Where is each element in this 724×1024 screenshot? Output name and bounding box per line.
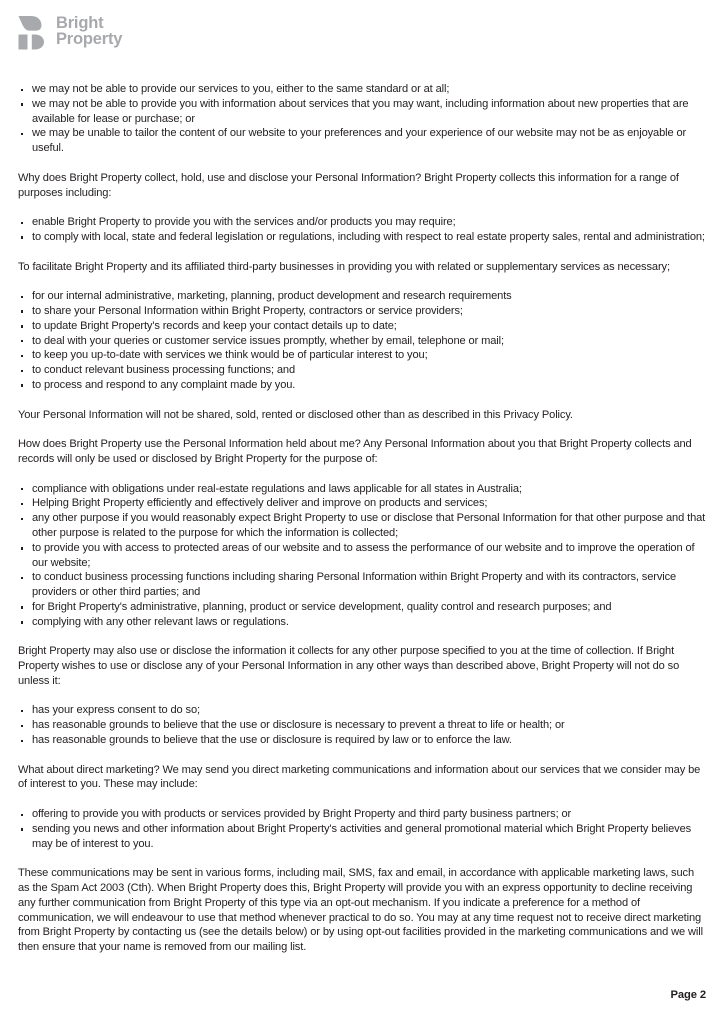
bullet-item: sending you news and other information about Bright Property's activities and general promotional material which Bright Property believes may be of interest to you. bbox=[18, 822, 708, 852]
page-footer bbox=[0, 985, 724, 1003]
bullet-list bbox=[18, 482, 708, 630]
bullet-item: has your express consent to do so; bbox=[18, 703, 708, 718]
brand-name-line-1: Bright bbox=[56, 14, 104, 32]
block-spacer bbox=[18, 748, 708, 763]
body-paragraph: Why does Bright Property collect, hold, use and disclose your Personal Information? Bright Property collects this information for a range of purposes including: bbox=[18, 171, 679, 199]
bright-property-logo-mark-icon bbox=[18, 14, 48, 51]
brand-name-line-2: Property bbox=[56, 30, 123, 49]
bullet-item: has reasonable grounds to believe that the use or disclosure is required by law or to enforce the law. bbox=[18, 733, 708, 748]
bullet-item: has reasonable grounds to believe that the use or disclosure is necessary to prevent a threat to life or health; or bbox=[18, 718, 708, 733]
bullet-item: compliance with obligations under real-estate regulations and laws applicable for all states in Australia; bbox=[18, 482, 708, 497]
bullet-item: any other purpose if you would reasonably expect Bright Property to use or disclose that Personal Information for that other purpose and that other purpose is related to the purpose for which the information is collected; bbox=[18, 511, 708, 541]
block-spacer bbox=[18, 851, 708, 866]
bullet-item: we may be unable to tailor the content of our website to your preferences and your experience of our website may not be as enjoyable or useful. bbox=[18, 126, 708, 156]
block-spacer bbox=[18, 689, 708, 704]
block-spacer bbox=[18, 629, 708, 644]
bullet-item: to update Bright Property's records and keep your contact details up to date; bbox=[18, 319, 708, 334]
bullet-list bbox=[18, 807, 708, 851]
block-spacer bbox=[18, 422, 708, 437]
bullet-item: we may not be able to provide you with information about services that you may want, including information about new properties that are available for lease or purchase; or bbox=[18, 97, 708, 127]
bullet-list bbox=[18, 82, 708, 156]
block-spacer bbox=[18, 156, 708, 171]
bullet-list bbox=[18, 215, 708, 245]
bullet-item: to conduct relevant business processing functions; and bbox=[18, 363, 708, 378]
bullet-item: to conduct business processing functions including sharing Personal Information within Bright Property and with its contractors, service providers or other third parties; and bbox=[18, 570, 708, 600]
page-number-label: Page 2 bbox=[670, 989, 706, 1001]
bullet-item: offering to provide you with products or services provided by Bright Property and third party business partners; or bbox=[18, 807, 708, 822]
bullet-item: complying with any other relevant laws or regulations. bbox=[18, 615, 708, 630]
document-header bbox=[18, 14, 122, 51]
body-paragraph: To facilitate Bright Property and its affiliated third-party businesses in providing you with related or supplementary services as necessary; bbox=[18, 260, 670, 273]
body-paragraph: How does Bright Property use the Personal Information held about me? Any Personal Information about you that Bright Property collects and records will only be used or disclosed by Bright Property for the purpose of: bbox=[18, 438, 692, 465]
body-paragraph: These communications may be sent in various forms, including mail, SMS, fax and email, in accordance with applicable marketing laws, such as the Spam Act 2003 (Cth). When Bright Property does this, Bright Property will provide you with an express opportunity to decline receiving any further communication from Bright Property of this type via an opt-out mechanism. If you indicate a preference for a method of communication, we will endeavour to use that method whenever practical to do so. You may at any time request not to receive direct marketing from Bright Property by contacting us (see the details below) or by using opt-out facilities provided in the marketing communications and we will then ensure that your name is removed from our mailing list. bbox=[18, 867, 703, 954]
bullet-list bbox=[18, 289, 708, 393]
block-spacer bbox=[18, 245, 708, 260]
bullet-item: to deal with your queries or customer service issues promptly, whether by email, telephone or mail; bbox=[18, 334, 708, 349]
body-paragraph: Bright Property may also use or disclose the information it collects for any other purpose specified to you at the time of collection. If Bright Property wishes to use or disclose any of your Personal Information in any other ways than described above, Bright Property will not do so unless it: bbox=[18, 645, 680, 687]
block-spacer bbox=[18, 393, 708, 408]
bullet-item: enable Bright Property to provide you with the services and/or products you may require; bbox=[18, 215, 708, 230]
brand-wordmark bbox=[56, 14, 122, 47]
block-spacer bbox=[18, 200, 708, 215]
document-body bbox=[18, 82, 708, 955]
body-paragraph: Your Personal Information will not be shared, sold, rented or disclosed other than as described in this Privacy Policy. bbox=[18, 408, 573, 421]
bullet-item: to comply with local, state and federal legislation or regulations, including with respect to real estate property sales, rental and administration; bbox=[18, 230, 708, 245]
bullet-item: for our internal administrative, marketing, planning, product development and research requirements bbox=[18, 289, 708, 304]
bullet-list bbox=[18, 703, 708, 747]
bullet-item: Helping Bright Property efficiently and effectively deliver and improve on products and services; bbox=[18, 496, 708, 511]
block-spacer bbox=[18, 274, 708, 289]
bullet-item: we may not be able to provide our services to you, either to the same standard or at all; bbox=[18, 82, 708, 97]
bullet-item: to process and respond to any complaint made by you. bbox=[18, 378, 708, 393]
block-spacer bbox=[18, 467, 708, 482]
block-spacer bbox=[18, 792, 708, 807]
bullet-item: to share your Personal Information within Bright Property, contractors or service providers; bbox=[18, 304, 708, 319]
bullet-item: for Bright Property's administrative, planning, product or service development, quality control and research purposes; and bbox=[18, 600, 708, 615]
bullet-item: to keep you up-to-date with services we think would be of particular interest to you; bbox=[18, 348, 708, 363]
body-paragraph: What about direct marketing? We may send you direct marketing communications and information about our services that we consider may be of interest to you. These may include: bbox=[18, 763, 701, 791]
bullet-item: to provide you with access to protected areas of our website and to assess the performance of our website and to improve the operation of our website; bbox=[18, 541, 708, 571]
